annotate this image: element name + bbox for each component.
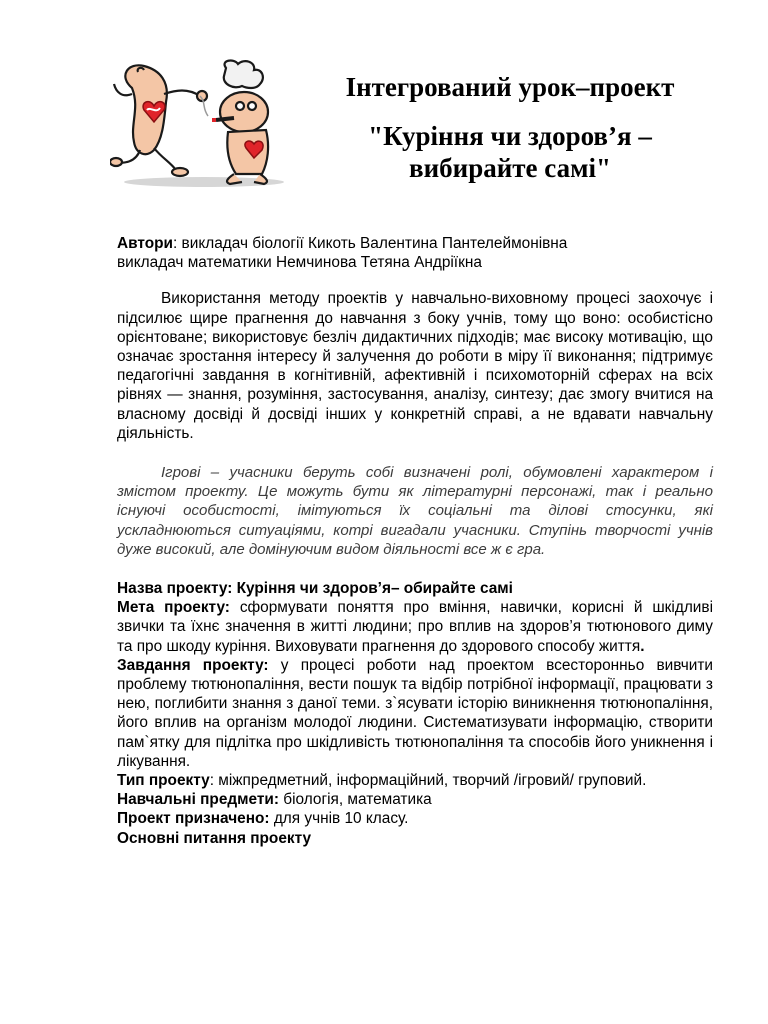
project-type-value: : міжпредметний, інформаційний, творчий /ігровий/ груповий.	[209, 772, 647, 790]
project-questions-heading: Основні питання проекту	[117, 829, 312, 847]
project-name-row	[117, 579, 713, 598]
project-audience-row	[117, 809, 713, 828]
project-type-label: Тип проекту	[117, 772, 210, 790]
smoker-vs-healthy-heart-icon	[110, 58, 298, 190]
title-line-1: Інтегрований урок–проект	[345, 72, 675, 102]
project-subjects-value: біологія, математика	[279, 791, 432, 809]
project-subjects-row	[117, 790, 713, 809]
project-goal-end: .	[640, 637, 645, 655]
project-subjects-label: Навчальні предмети:	[117, 791, 280, 809]
project-goal-value: сформувати поняття про вміння, навички, корисні й шкідливі звички та їхнє значення в житті людини; про вплив на здоров’я тютюнового диму та про шкоду куріння. Виховувати прагнення до здорового способу життя	[117, 599, 713, 655]
project-tasks-value: у процесі роботи над проектом всесторонньо вивчити проблему тютюнопаління, вести пошук та відбір потрібної інформації, працювати з нею, поглибити знання з даної теми. з`ясувати історію виникнення тютюнопаління, його вплив на організм молодої людини. Систематизувати інформацію, створити пам`ятку для підлітка про шкідливість тютюнопаління та способів його уникнення і лікування.	[117, 656, 713, 770]
title-block	[300, 70, 720, 184]
project-name-value: Куріння чи здоров’я– обирайте самі	[232, 580, 513, 598]
authors-label: Автори	[117, 235, 173, 252]
title-line-2	[300, 120, 720, 184]
project-audience-value: для учнів 10 класу.	[269, 810, 409, 828]
project-type-row	[117, 771, 713, 790]
title-line-3-text: вибирайте самі"	[409, 153, 611, 183]
paragraph-game-projects: Ігрові – учасники беруть собі визначені ролі, обумовлені характером і змістом проекту. Це можуть бути як літературні персонажі, так і реально існуючі особистості, імітуються їх соціальні та ділові стосунки, які ускладнюються ситуаціями, котрі вигадали учасники. Ступінь творчості учнів дуже високий, але домінуючим видом діяльності все ж є гра.	[117, 464, 713, 558]
healthy-character	[110, 65, 207, 176]
authors-line-1: викладач біології Кикоть Валентина Пантелеймонівна	[177, 235, 568, 252]
paragraph-project-method: Використання методу проектів у навчально-виховному процесі заохочує і підсилює щире прагнення до навчання з боку учнів, тому що воно: особистісно орієнтоване; використовує безліч дидактичних підходів; має високу мотивацію, що означає зростання інтересу й залучення до роботи в міру її виконання; підтримує педагогічні завдання в когнітивній, афективній і психомоторній сферах на всіх рівнях — знання, розуміння, застосування, аналізу, синтезу; дає змогу вчитися на власному досвіді й досвіді інших у конкретній справі, а не вдавати навчальну діяльність.	[117, 290, 713, 442]
project-audience-label: Проект призначено:	[117, 810, 270, 828]
project-goal-row	[117, 598, 713, 656]
title-line-2-text: "Куріння чи здоров’я –	[368, 121, 652, 151]
project-name-label: Назва проекту:	[117, 580, 233, 598]
document-body	[117, 234, 713, 848]
authors-block: Автори: викладач біології Кикоть Валентина Пантелеймонівна викладач математики Немчинова Тетяна Андріїкна	[117, 234, 713, 272]
authors-line-2: викладач математики Немчинова Тетяна Андріїкна	[117, 254, 482, 272]
project-tasks-label: Завдання проекту:	[117, 656, 269, 674]
smoker-character	[212, 61, 268, 184]
project-tasks-row	[117, 656, 713, 771]
project-info	[117, 579, 713, 848]
project-goal-label: Мета проекту:	[117, 599, 230, 617]
